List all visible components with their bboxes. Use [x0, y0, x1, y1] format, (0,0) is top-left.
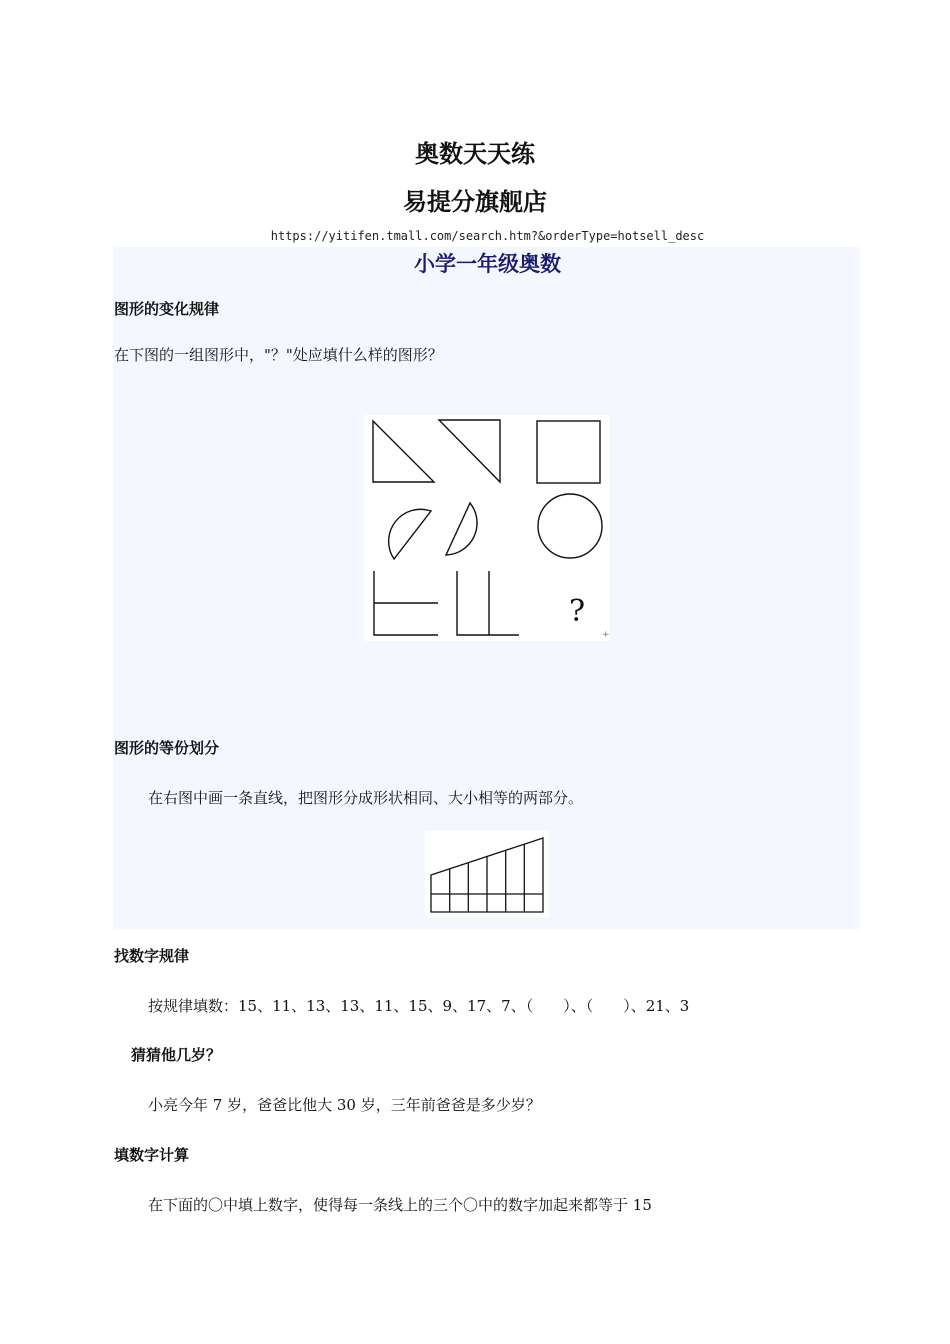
problem-4-heading: 猜猜他几岁？	[131, 1046, 222, 1064]
grid-trapezoid-figure	[425, 830, 549, 917]
shape-pattern-figure	[364, 415, 610, 641]
problem-5-text: 在下面的〇中填上数字，使得每一条线上的三个〇中的数字加起来都等于 15	[148, 1196, 652, 1214]
problem-3-heading: 找数字规律	[114, 947, 190, 965]
problem-2-text: 在右图中画一条直线，把图形分成形状相同、大小相等的两部分。	[148, 789, 584, 807]
problem-1-heading: 图形的变化规律	[114, 300, 220, 318]
problem-3-text: 按规律填数：15、11、13、13、11、15、9、17、7、（ ）、（ ）、21、3	[148, 997, 690, 1015]
document-title: 奥数天天练	[415, 140, 535, 168]
problem-1-text: 在下图的一组图形中，"？"处应填什么样的图形？	[114, 346, 443, 364]
problem-4-text: 小亮今年 7 岁，爸爸比他大 30 岁，三年前爸爸是多少岁？	[148, 1096, 541, 1114]
problem-5-heading: 填数字计算	[114, 1146, 190, 1164]
svg-text:+: +	[602, 630, 610, 640]
shop-url[interactable]: https://yitifen.tmall.com/search.htm?&orderType=hotsell_desc	[270, 229, 705, 243]
problem-2-heading: 图形的等份划分	[114, 739, 220, 757]
question-mark: ?	[569, 594, 586, 629]
shop-name: 易提分旗舰店	[403, 188, 547, 216]
section-title: 小学一年级奥数	[414, 252, 561, 276]
